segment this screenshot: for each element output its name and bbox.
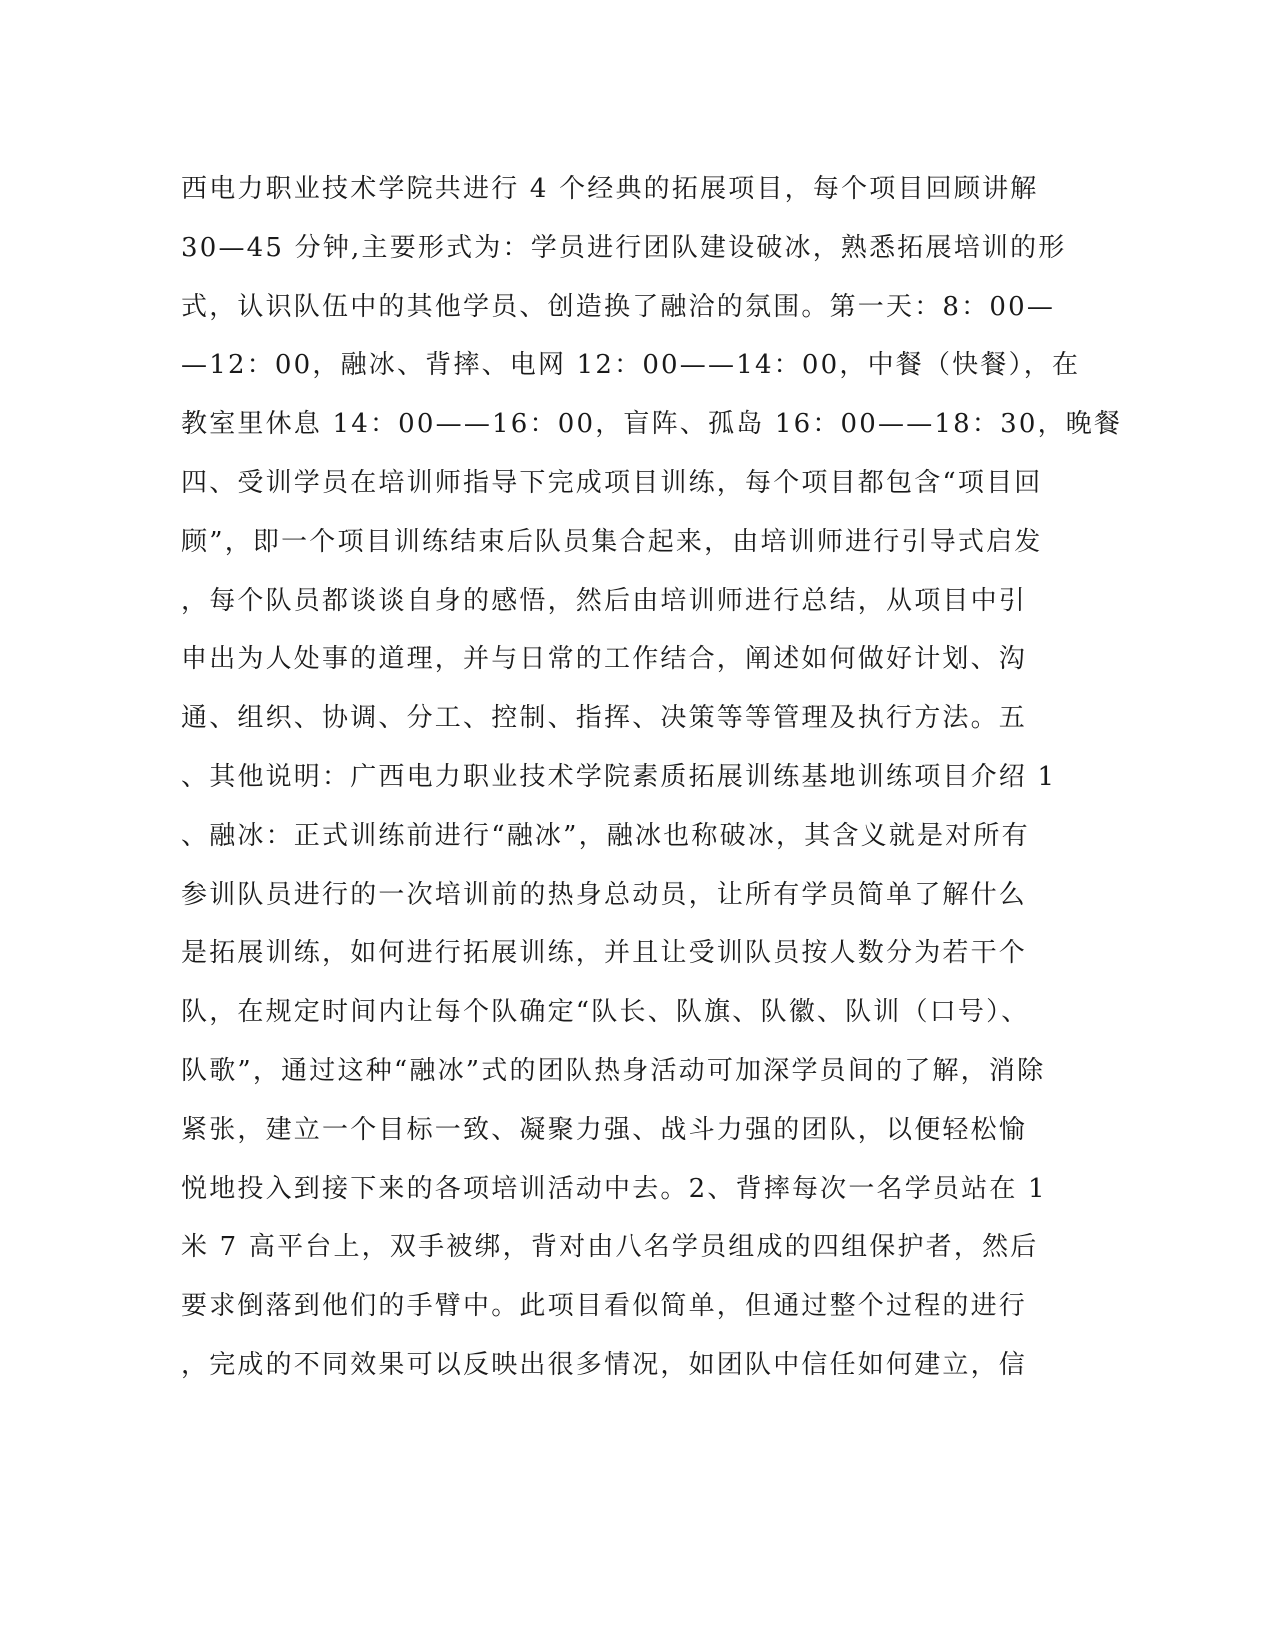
text-line: 通、组织、协调、分工、控制、指挥、决策等等管理及执行方法。五 xyxy=(181,703,1028,734)
text-line: 申出为人处事的道理，并与日常的工作结合，阐述如何做好计划、沟 xyxy=(181,644,1028,675)
text-line: 队歌”，通过这种“融冰”式的团队热身活动可加深学员间的了解，消除 xyxy=(181,1055,1046,1086)
text-line: 队，在规定时间内让每个队确定“队长、队旗、队徽、队训（口号）、 xyxy=(181,997,1030,1028)
text-line: 顾”，即一个项目训练结束后队员集合起来，由培训师进行引导式启发 xyxy=(181,526,1043,557)
text-line: 米 7 高平台上，双手被绑，背对由八名学员组成的四组保护者，然后 xyxy=(181,1232,1039,1263)
text-line: 紧张，建立一个目标一致、凝聚力强、战斗力强的团队，以便轻松愉 xyxy=(181,1114,1028,1145)
text-line: 、其他说明：广西电力职业技术学院素质拓展训练基地训练项目介绍 1 xyxy=(181,761,1057,792)
text-line: 教室里休息 14：00——16：00，盲阵、孤岛 16：00——18：30，晚餐 xyxy=(181,409,1123,440)
text-line: ，完成的不同效果可以反映出很多情况，如团队中信任如何建立，信 xyxy=(181,1349,1028,1380)
text-line: 西电力职业技术学院共进行 4 个经典的拓展项目，每个项目回顾讲解 xyxy=(181,174,1039,204)
text-line: —12：00，融冰、背摔、电网 12：00——14：00，中餐（快餐），在 xyxy=(181,350,1081,381)
text-line: 式，认识队伍中的其他学员、创造换了融洽的氛围。第一天：8：00— xyxy=(181,291,1056,322)
text-line: 四、受训学员在培训师指导下完成项目训练，每个项目都包含“项目回 xyxy=(181,467,1043,498)
text-line: ，每个队员都谈谈自身的感悟，然后由培训师进行总结，从项目中引 xyxy=(181,585,1028,616)
text-line: 是拓展训练，如何进行拓展训练，并且让受训队员按人数分为若干个 xyxy=(181,938,1028,969)
body-text xyxy=(181,160,1123,1395)
text-line: 参训队员进行的一次培训前的热身总动员，让所有学员简单了解什么 xyxy=(181,879,1028,910)
text-line: 30—45 分钟,主要形式为：学员进行团队建设破冰，熟悉拓展培训的形 xyxy=(181,232,1067,263)
text-line: 、融冰：正式训练前进行“融冰”，融冰也称破冰，其含义就是对所有 xyxy=(181,820,1030,851)
text-line: 要求倒落到他们的手臂中。此项目看似简单，但通过整个过程的进行 xyxy=(181,1291,1028,1322)
text-line: 悦地投入到接下来的各项培训活动中去。2、背摔每次一名学员站在 1 xyxy=(181,1173,1047,1204)
